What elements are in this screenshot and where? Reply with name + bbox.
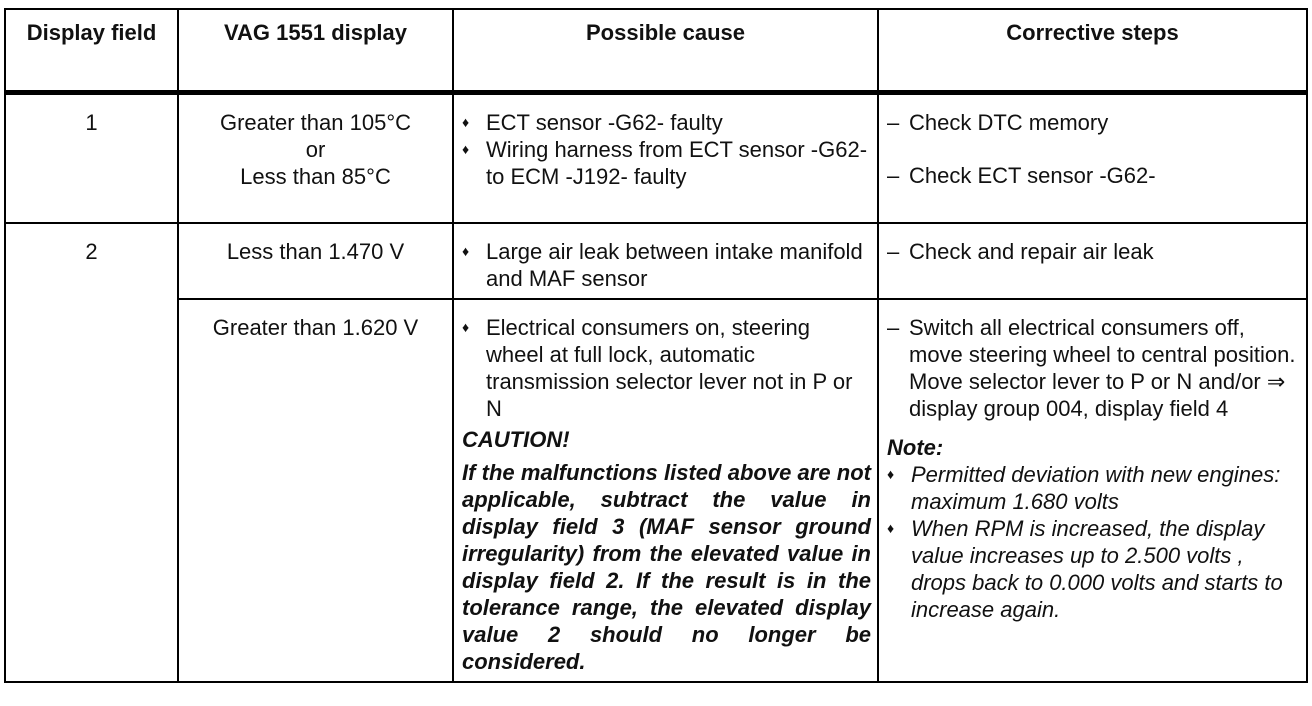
display-line: Less than 85°C (240, 164, 391, 189)
cause-item (462, 238, 871, 292)
caution-text: If the malfunctions listed above are not applicable, subtract the value in display field 3 (MAF sensor ground irregularity) from the elevated value in display field 2. If the result is in the tolerance range, the elevated display value 2 should no longer be considered. (462, 459, 871, 674)
header-corrective-steps: Corrective steps (878, 9, 1307, 93)
bullet-icon: ♦ (462, 318, 470, 335)
bullet-icon: ♦ (887, 519, 895, 536)
cause-text: Large air leak between intake manifold and MAF sensor (486, 238, 863, 291)
note-text: Permitted deviation with new engines: maximum 1.680 volts (911, 461, 1281, 514)
table-row (5, 299, 1307, 682)
cause-text: Electrical consumers on, steering wheel at full lock, automatic transmission selector lever not in P or N (486, 314, 853, 421)
dash-icon: – (887, 110, 900, 135)
cause-item (462, 136, 871, 190)
corrective-steps-cell (878, 299, 1307, 682)
note-label: Note: (887, 434, 944, 460)
table-row (5, 223, 1307, 299)
table-row (5, 93, 1307, 223)
step-item (887, 238, 1300, 265)
vag-display-value: Greater than 1.620 V (178, 299, 453, 682)
step-text: Check ECT sensor -G62- (909, 163, 1156, 188)
display-field-number: 1 (5, 93, 178, 223)
vag-display-value: Less than 1.470 V (178, 223, 453, 299)
header-display-field: Display field (5, 9, 178, 93)
vag-display-value (178, 93, 453, 223)
dash-icon: – (887, 314, 900, 340)
possible-cause-cell (453, 93, 878, 223)
possible-cause-cell (453, 299, 878, 682)
display-field-number: 2 (5, 223, 178, 682)
bullet-icon: ♦ (462, 114, 470, 130)
dash-icon: – (887, 163, 900, 188)
display-line: or (305, 137, 326, 162)
cause-item (462, 314, 871, 422)
note-item (887, 461, 1300, 515)
header-possible-cause: Possible cause (453, 9, 878, 93)
cause-text: Wiring harness from ECT sensor -G62- to ECM -J192- faulty (486, 137, 868, 189)
step-item (887, 162, 1300, 189)
corrective-steps-cell (878, 223, 1307, 299)
possible-cause-cell (453, 223, 878, 299)
dash-icon: – (887, 238, 900, 264)
note-text: When RPM is increased, the display value increases up to 2.500 volts , drops back to 0.000 volts and starts to increase again. (911, 515, 1283, 622)
caution-label: CAUTION! (462, 426, 570, 452)
step-text: Check and repair air leak (909, 238, 1154, 264)
diagnostic-table (4, 8, 1308, 683)
corrective-steps-cell (878, 93, 1307, 223)
step-item (887, 314, 1300, 422)
step-text: Switch all electrical consumers off, move steering wheel to central position. Move selector lever to P or N and/or ⇒ display group 004, display field 4 (909, 314, 1296, 421)
step-item (887, 109, 1300, 136)
header-vag-display: VAG 1551 display (178, 9, 453, 93)
header-row (5, 9, 1307, 93)
note-item (887, 515, 1300, 623)
display-line: Greater than 105°C (219, 110, 412, 135)
step-text: Check DTC memory (909, 110, 1109, 135)
bullet-icon: ♦ (462, 141, 470, 157)
cause-text: ECT sensor -G62- faulty (486, 110, 723, 135)
bullet-icon: ♦ (462, 242, 470, 259)
bullet-icon: ♦ (887, 465, 895, 482)
cause-item (462, 109, 871, 136)
